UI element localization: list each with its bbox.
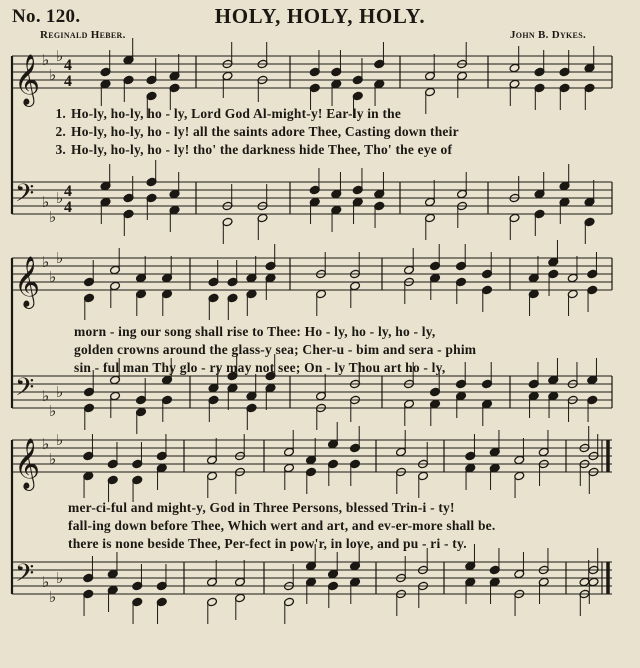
flat-sign: ♭: [49, 588, 57, 606]
lyric-line-verse-2: [52, 124, 459, 140]
flat-sign: ♭: [42, 573, 50, 591]
lyric-line-verse-1: [68, 500, 455, 516]
lyric-line-verse-1: [52, 106, 401, 122]
flat-sign: ♭: [56, 431, 64, 449]
flat-sign: ♭: [49, 208, 57, 226]
flat-sign: ♭: [56, 249, 64, 267]
time-signature-top: 4: [64, 183, 72, 200]
treble-clef: 𝄞: [14, 54, 41, 105]
time-signature-bottom: 4: [64, 199, 72, 216]
flat-sign: ♭: [56, 569, 64, 587]
lyric-line-verse-3: [68, 536, 467, 552]
lyric-text: there is none beside Thee, Per-fect in pow'r, in love, and pu - ri - ty.: [68, 536, 467, 551]
treble-clef: 𝄞: [14, 256, 41, 307]
verse-number: 1.: [55, 106, 66, 121]
flat-sign: ♭: [42, 253, 50, 271]
lyric-text: mer-ci-ful and might-y, God in Three Persons, blessed Trin-i - ty!: [68, 500, 455, 515]
bass-clef: 𝄢: [15, 373, 35, 408]
flat-sign: ♭: [42, 193, 50, 211]
flat-sign: ♭: [42, 387, 50, 405]
bass-clef: 𝄢: [15, 179, 35, 214]
flat-sign: ♭: [42, 435, 50, 453]
bass-clef: 𝄢: [15, 559, 35, 594]
lyric-text: sin - ful man Thy glo - ry may not see; On - ly Thou art ho - ly,: [74, 360, 446, 375]
hymn-title: HOLY, HOLY, HOLY.: [214, 4, 426, 28]
lyric-text: morn - ing our song shall rise to Thee: Ho - ly, ho - ly, ho - ly,: [74, 324, 436, 339]
lyric-text: Ho-ly, ho-ly, ho - ly, Lord God Al-might-y! Ear-ly in the: [71, 106, 402, 121]
flat-sign: ♭: [49, 66, 57, 84]
author-credit: Reginald Heber.: [40, 29, 126, 41]
lyric-text: Ho-ly, ho-ly, ho - ly! all the saints adore Thee, Casting down their: [71, 124, 459, 139]
time-signature-bottom: 4: [64, 73, 72, 90]
flat-sign: ♭: [56, 47, 64, 65]
lyric-text: golden crowns around the glass-y sea; Cher-u - bim and sera - phim: [74, 342, 477, 357]
flat-sign: ♭: [56, 383, 64, 401]
flat-sign: ♭: [49, 268, 57, 286]
verse-number: 3.: [55, 142, 66, 157]
lyric-line-verse-2: [68, 518, 495, 534]
lyric-text: fall-ing down before Thee, Which wert and art, and ev-er-more shall be.: [68, 518, 496, 533]
time-signature-top: 4: [64, 57, 72, 74]
lyric-line-verse-3: [52, 142, 452, 158]
flat-sign: ♭: [49, 402, 57, 420]
flat-sign: ♭: [49, 450, 57, 468]
verse-number: 2.: [55, 124, 66, 139]
flat-sign: ♭: [42, 51, 50, 69]
lyric-line-verse-1: [74, 324, 435, 340]
composer-credit: John B. Dykes.: [510, 29, 586, 41]
hymn-number: No. 120.: [12, 6, 81, 27]
treble-clef: 𝄞: [14, 438, 41, 489]
lyric-line-verse-2: [74, 342, 476, 358]
flat-sign: ♭: [56, 189, 64, 207]
lyric-line-verse-3: [74, 360, 445, 376]
lyric-text: Ho-ly, ho-ly, ho - ly! tho' the darkness hide Thee, Tho' the eye of: [71, 142, 453, 157]
